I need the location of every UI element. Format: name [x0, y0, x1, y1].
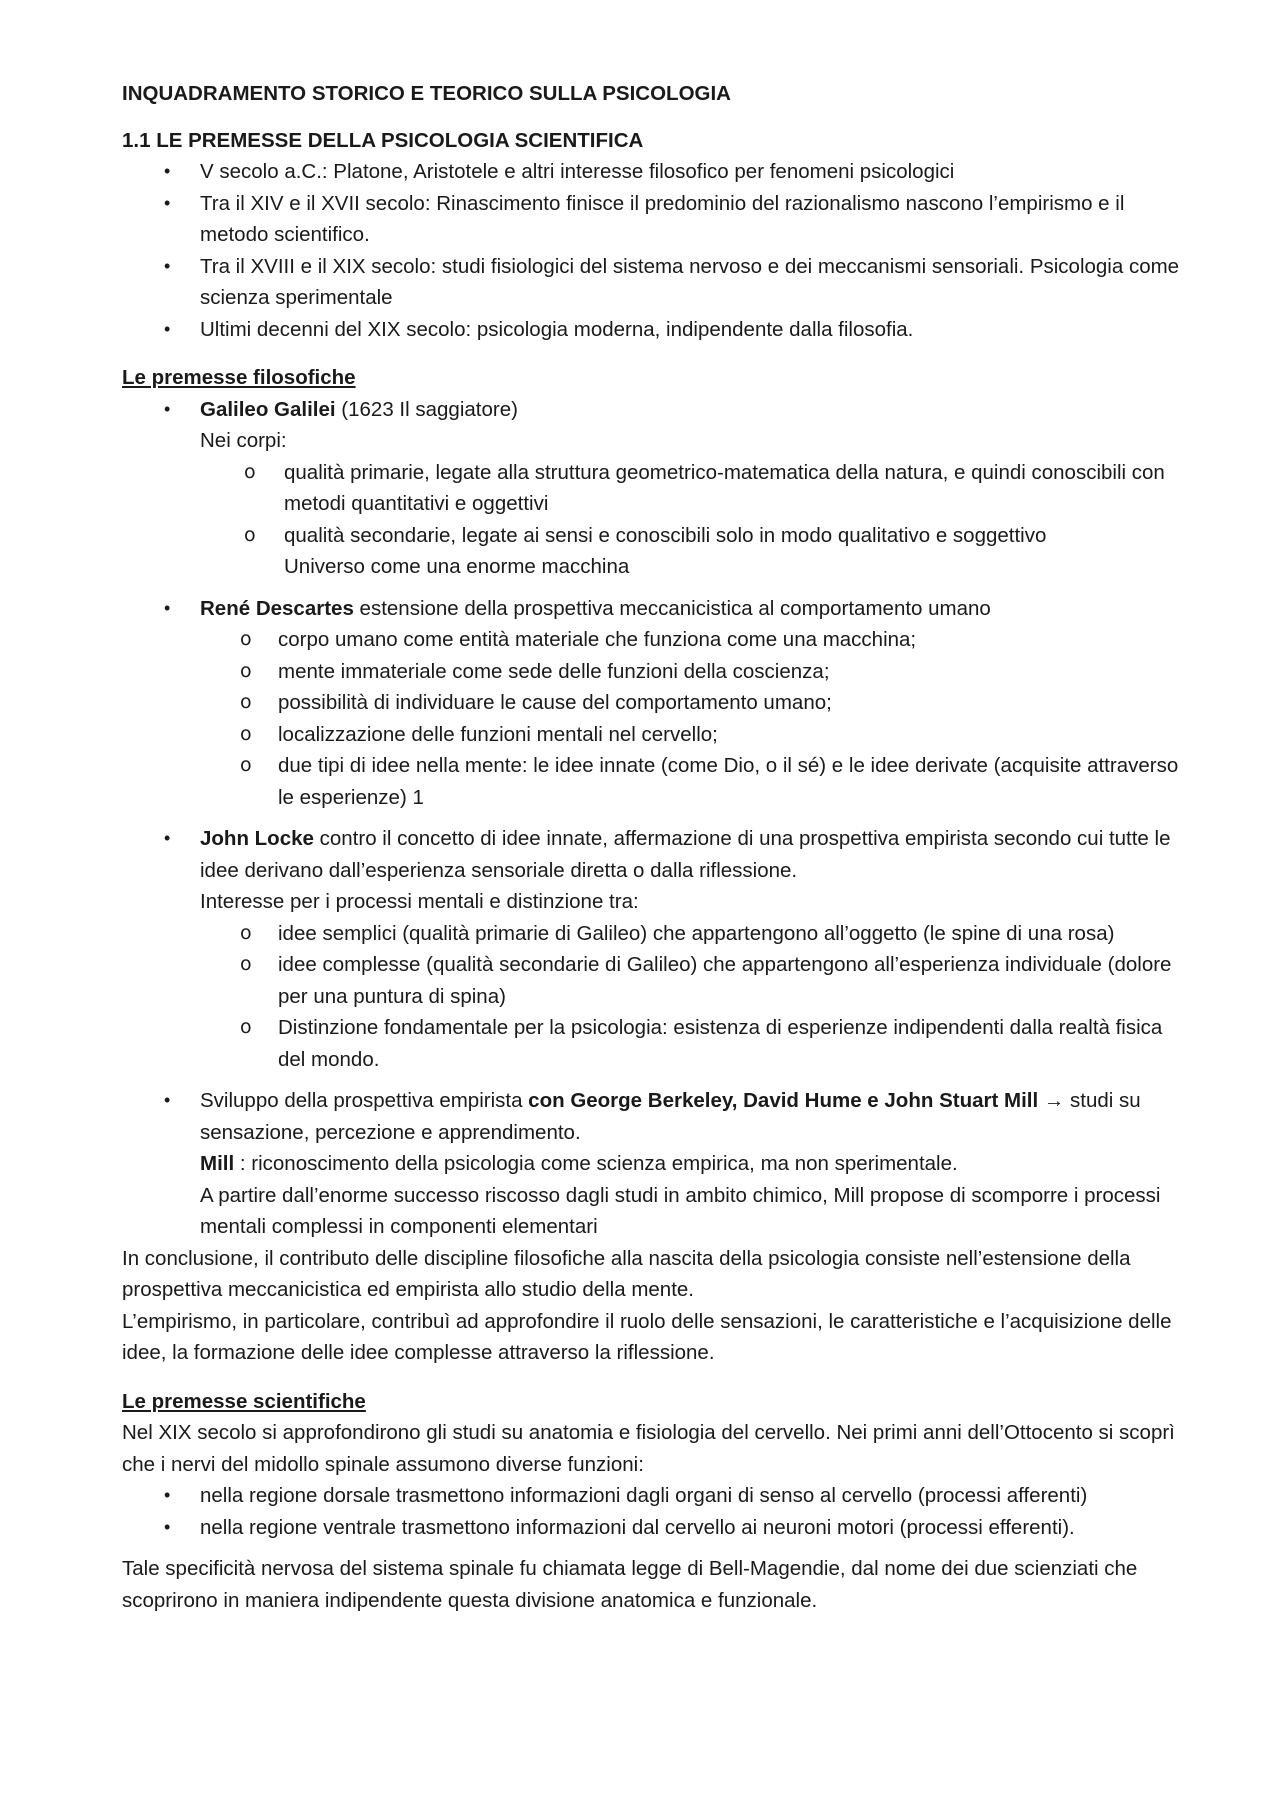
- sub-list-item: o idee semplici (qualità primarie di Galileo) che appartengono all’oggetto (le spine di una rosa): [200, 918, 1182, 950]
- sub-list-item: o localizzazione delle funzioni mentali nel cervello;: [200, 719, 1182, 751]
- sub-list-item: o Distinzione fondamentale per la psicologia: esistenza di esperienze indipendenti dalla realtà fisica del mondo.: [200, 1012, 1182, 1075]
- list-item: • Tra il XIV e il XVII secolo: Rinascimento finisce il predominio del razionalismo nascono l’empirismo e il metodo scientifico.: [122, 188, 1182, 251]
- bullet-icon: •: [164, 161, 171, 181]
- bullet-icon: •: [164, 1485, 171, 1505]
- philosophers-list: [122, 394, 1182, 1243]
- sub-list: [200, 457, 1182, 583]
- sub-list-item: o mente immateriale come sede delle funzioni della coscienza;: [200, 656, 1182, 688]
- list-item-locke: • John Locke contro il concetto di idee innate, affermazione di una prospettiva empirista secondo cui tutte le idee derivano dall’esperienza sensoriale diretta o dalla riflessione. Interesse per i processi mentali e distinzione tra: o idee semplici (qualità primarie di Galileo) che appartengono all’oggetto (le spine di una rosa) o idee complesse (qualità secondarie di Galileo) che appartengono all’esperienza individuale (dolore per una puntura di spina) o Distinzione fondamentale per la psicologia: esistenza di esperienze indipendenti dalla realtà fisica del mondo.: [122, 823, 1182, 1085]
- section-title: 1.1 LE PREMESSE DELLA PSICOLOGIA SCIENTIFICA: [122, 128, 644, 152]
- arrow-icon: →: [1043, 1089, 1065, 1112]
- intro-paragraph: Nel XIX secolo si approfondirono gli studi su anatomia e fisiologia del cervello. Nei primi anni dell’Ottocento si scoprì che i nervi del midollo spinale assumono diverse funzioni:: [122, 1421, 1175, 1476]
- circle-bullet-icon: o: [240, 921, 252, 944]
- subheading-scientifiche: Le premesse scientifiche: [122, 1389, 366, 1413]
- circle-bullet-icon: o: [240, 1016, 252, 1038]
- circle-bullet-icon: o: [240, 691, 252, 713]
- list-item: • V secolo a.C.: Platone, Aristotele e altri interesse filosofico per fenomeni psicologici: [122, 156, 1182, 188]
- person-name: Galileo Galilei: [200, 397, 336, 421]
- bullet-icon: •: [164, 398, 171, 419]
- bullet-icon: •: [164, 255, 171, 276]
- closing-paragraph: Tale specificità nervosa del sistema spinale fu chiamata legge di Bell-Magendie, dal nome dei due scienziati che scoprirono in maniera indipendente questa divisione anatomica e funzionale.: [122, 1557, 1138, 1612]
- sub-list-item: o possibilità di individuare le cause del comportamento umano;: [200, 687, 1182, 719]
- list-item: • Tra il XVIII e il XIX secolo: studi fisiologici del sistema nervoso e dei meccanismi sensoriali. Psicologia come scienza sperimentale: [122, 251, 1182, 314]
- conclusion-paragraph: In conclusione, il contributo delle discipline filosofiche alla nascita della psicologia consiste nell’estensione della prospettiva meccanicistica ed empirista allo studio della mente.: [122, 1246, 1131, 1301]
- person-name: René Descartes: [200, 596, 354, 620]
- sub-list-item: o due tipi di idee nella mente: le idee innate (come Dio, o il sé) e le idee derivate (acquisite attraverso le esperienze) 1: [200, 750, 1182, 813]
- circle-bullet-icon: o: [244, 460, 256, 483]
- sub-list: [200, 624, 1182, 813]
- list-item: • nella regione ventrale trasmettono informazioni dal cervello ai neuroni motori (processi efferenti).: [122, 1512, 1182, 1544]
- list-item: • Ultimi decenni del XIX secolo: psicologia moderna, indipendente dalla filosofia.: [122, 314, 1182, 346]
- sub-list-item: o qualità primarie, legate alla struttura geometrico-matematica della natura, e quindi conoscibili con metodi quantitativi e oggettivi: [200, 457, 1182, 520]
- document-title: INQUADRAMENTO STORICO E TEORICO SULLA PSICOLOGIA: [122, 82, 731, 105]
- sub-list: [200, 918, 1182, 1076]
- list-item-sviluppo: • Sviluppo della prospettiva empirista con George Berkeley, David Hume e John Stuart Mill → studi su sensazione, percezione e apprendimento. Mill : riconoscimento della psicologia come scienza empirica, ma non sperimentale. A partire dall’enorme successo riscosso dagli studi in ambito chimico, Mill propose di scomporre i processi mentali complessi in componenti elementari: [122, 1085, 1182, 1243]
- circle-bullet-icon: o: [244, 523, 256, 546]
- bullet-icon: •: [164, 828, 171, 848]
- person-name: John Locke: [200, 827, 314, 850]
- list-item-descartes: • René Descartes estensione della prospettiva meccanicistica al comportamento umano o corpo umano come entità materiale che funziona come una macchina; o mente immateriale come sede delle funzioni della coscienza; o possibilità di individuare le cause del comportamento umano; o localizzazione delle funzioni mentali nel cervello; o due tipi di idee nella mente: le idee innate (come Dio, o il sé) e le idee derivate (acquisite attraverso le esperienze) 1: [122, 593, 1182, 824]
- circle-bullet-icon: o: [240, 754, 252, 776]
- bullet-icon: •: [164, 1090, 171, 1110]
- document-page: [122, 78, 1182, 1616]
- circle-bullet-icon: o: [240, 659, 252, 682]
- bullet-icon: •: [164, 318, 171, 339]
- bullet-icon: •: [164, 192, 171, 213]
- circle-bullet-icon: o: [240, 953, 252, 975]
- bullet-icon: •: [164, 1516, 171, 1537]
- conclusion-paragraph: L’empirismo, in particolare, contribuì ad approfondire il ruolo delle sensazioni, le caratteristiche e l’acquisizione delle idee, la formazione delle idee complesse attraverso la riflessione.: [122, 1309, 1172, 1364]
- philosophers-names: con George Berkeley, David Hume e John Stuart Mill: [528, 1089, 1039, 1112]
- list-item-galileo: • Galileo Galilei (1623 Il saggiatore) Nei corpi: o qualità primarie, legate alla struttura geometrico-matematica della natura, e quindi conoscibili con metodi quantitativi e oggettivi o qualità secondarie, legate ai sensi e conoscibili solo in modo qualitativo e soggettivo Universo come una enorme macchina: [122, 394, 1182, 593]
- sub-list-item: o corpo umano come entità materiale che funziona come una macchina;: [200, 624, 1182, 656]
- circle-bullet-icon: o: [240, 628, 252, 650]
- person-name: Mill: [200, 1152, 235, 1175]
- circle-bullet-icon: o: [240, 722, 252, 745]
- sub-list-item: o idee complesse (qualità secondarie di Galileo) che appartengono all’esperienza individuale (dolore per una puntura di spina): [200, 949, 1182, 1012]
- section-bullet-list: [122, 156, 1182, 345]
- nerves-list: [122, 1480, 1182, 1543]
- sub-list-item: o qualità secondarie, legate ai sensi e conoscibili solo in modo qualitativo e soggettivo Universo come una enorme macchina: [200, 520, 1182, 583]
- subheading-filosofiche: Le premesse filosofiche: [122, 366, 356, 389]
- bullet-icon: •: [164, 597, 171, 618]
- list-item: • nella regione dorsale trasmettono informazioni dagli organi di senso al cervello (processi afferenti): [122, 1480, 1182, 1512]
